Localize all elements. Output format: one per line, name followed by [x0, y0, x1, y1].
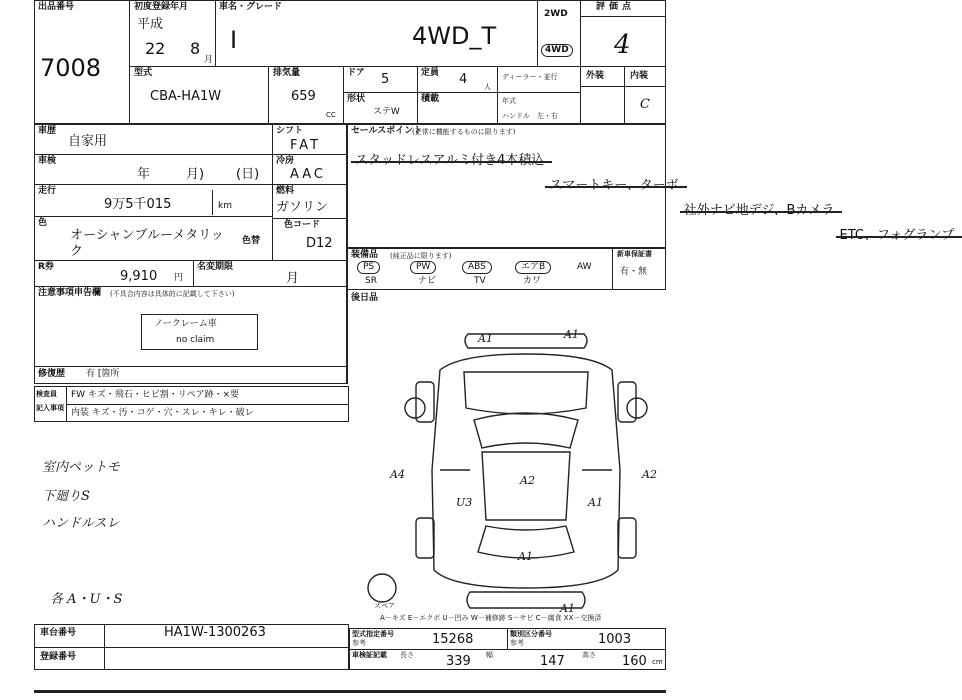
inspection-day: (日) — [236, 167, 260, 182]
equip-navi: ナビ — [418, 276, 437, 286]
fuel-value: ガソリン — [276, 200, 329, 215]
mark-left-side: A4 — [390, 468, 405, 481]
sales-point-sub: (正常に機能するものに限ります) — [412, 128, 516, 136]
shift-value: FAT — [290, 138, 322, 153]
inspection-month: 月) — [186, 167, 205, 182]
note-1: 室内ペットモ — [42, 460, 121, 475]
type-class-value: 1003 — [598, 632, 632, 647]
length-label: 長さ — [400, 651, 414, 659]
sales-point-label: セールスポイント — [351, 126, 423, 136]
model-designation-label: 型式指定番号 — [352, 630, 394, 638]
equip-ps: PS — [357, 261, 380, 274]
mark-right-door: A1 — [588, 496, 603, 509]
length-value: 339 — [446, 654, 471, 669]
doors-value: 5 — [381, 72, 390, 87]
note-4: 各 A・U・S — [50, 592, 123, 607]
reg-month-value: 8 — [190, 39, 201, 58]
warranty-value: 有・無 — [620, 267, 648, 277]
fuel-label: 燃料 — [276, 186, 295, 196]
equip-sr: SR — [365, 276, 377, 286]
spare-label: スペア — [374, 602, 395, 610]
repair-history-label: 修復歴 — [38, 369, 66, 379]
chassis-label: 車台番号 — [40, 628, 77, 638]
mileage-label: 走行 — [38, 186, 57, 196]
color-label: 色 — [38, 218, 48, 228]
title-month: 月 — [286, 271, 300, 286]
rear-items-label: 後日品 — [351, 293, 379, 303]
mark-right-side: A2 — [642, 468, 657, 481]
type-class-label: 類別区分番号 — [510, 630, 552, 638]
inspector-row-1: FW キズ・飛石・ヒビ割・リペア跡・×要 — [71, 390, 240, 400]
color-value-2: ク — [70, 244, 84, 259]
equip-leather: カワ — [523, 276, 542, 286]
drive-2wd: 2WD — [544, 9, 568, 19]
note-2: 下廻りS — [42, 489, 90, 504]
capacity-value: 4 — [459, 72, 468, 87]
recycle-value: 9,910 — [120, 269, 158, 284]
shape-label: 形状 — [347, 94, 366, 104]
sales-point-1: スタッドレスアルミ付き4本積込 — [355, 153, 545, 168]
sales-point-3: 社外ナビ地デジ、Bカメラ — [683, 203, 835, 218]
mark-rear-bumper: A1 — [560, 602, 575, 615]
repair-history-value: 有 [箇所 — [86, 369, 120, 379]
era-value: 平成 — [137, 17, 164, 32]
warranty-label: 新車保証書 — [617, 250, 652, 258]
no-claim-en: no claim — [176, 335, 215, 345]
model-label: 型式 — [134, 68, 153, 78]
history-value: 自家用 — [68, 134, 108, 149]
drive-4wd: 4WD — [541, 44, 573, 57]
dims-label: 車検証記載 — [352, 651, 387, 659]
equip-abs: ABS — [462, 261, 492, 274]
mark-left-door: U3 — [456, 496, 473, 509]
shape-value: ステW — [373, 107, 400, 117]
mark-rear: A1 — [518, 550, 533, 563]
width-value: 147 — [540, 654, 565, 669]
ac-label: 冷房 — [276, 156, 295, 166]
yen-unit: 円 — [174, 273, 184, 283]
inspector-row-2: 内装 キズ・汚・コゲ・穴・スレ・キレ・破レ — [71, 408, 254, 418]
color-value: オーシャンブルーメタリッ — [70, 228, 224, 243]
grade-value-1: I — [230, 26, 238, 54]
score-label: 評価点 — [596, 2, 636, 12]
equip-aw: AW — [577, 262, 592, 272]
car-name-label: 車名・グレード — [219, 2, 283, 12]
height-value: 160 — [622, 654, 647, 669]
interior-label: 内装 — [630, 71, 649, 81]
interior-value: C — [640, 97, 650, 112]
displacement-value: 659 — [291, 89, 316, 104]
ac-value: AAC — [290, 167, 326, 182]
inspection-year: 年 — [137, 167, 151, 182]
handle-lr: 左・右 — [537, 112, 558, 120]
lot-no-value: 7008 — [40, 54, 102, 82]
reg-month-mark: 月 — [204, 55, 214, 65]
height-unit: cm — [652, 658, 663, 666]
exterior-label: 外装 — [586, 71, 605, 81]
mark-front-right: A1 — [564, 328, 579, 341]
color-change-label: 色替 — [242, 236, 261, 246]
handle-label: ハンドル — [502, 112, 530, 120]
sales-point-4: ETC、フォグランプ — [839, 228, 955, 243]
sales-point-2: スマートキー、ターボ — [549, 178, 679, 193]
shift-label: シフト — [276, 126, 304, 136]
score-value: 4 — [614, 30, 631, 60]
dealer-label: ディーラー・並行 — [502, 73, 558, 81]
damage-legend: A－キズ E－エクボ U－凹み W－補修跡 S－サビ C－腐食 XX－交換済 — [380, 614, 602, 622]
reg-no-label: 登録番号 — [40, 652, 77, 662]
capacity-label: 定員 — [421, 68, 440, 78]
height-label: 高さ — [582, 651, 596, 659]
year-label: 年式 — [502, 97, 516, 105]
model-designation-ref: 参考 — [352, 639, 366, 647]
equipment-sub: (純正品に限ります) — [390, 252, 452, 260]
equip-pw: PW — [410, 261, 436, 274]
mark-roof: A2 — [520, 474, 535, 487]
history-label: 車歴 — [38, 126, 57, 136]
equip-tv: TV — [474, 276, 486, 286]
km-unit: km — [218, 201, 232, 211]
mileage-value: 9万5千015 — [104, 197, 172, 212]
car-damage-diagram — [360, 320, 690, 620]
displacement-label: 排気量 — [273, 68, 301, 78]
cc-unit: CC — [326, 111, 336, 119]
width-label: 幅 — [486, 651, 493, 659]
equip-airbag: エアB — [515, 261, 551, 274]
inspector-label-1: 検査員 — [36, 390, 57, 398]
color-code-label: 色コード — [284, 220, 321, 230]
mark-front-left: A1 — [478, 332, 493, 345]
lot-no-label: 出品番号 — [38, 2, 75, 12]
grade-value-2: 4WD_T — [412, 22, 497, 50]
load-label: 積載 — [421, 94, 440, 104]
first-reg-label: 初度登録年月 — [134, 2, 189, 12]
note-3: ハンドルスレ — [42, 516, 120, 531]
inspector-label-2: 記入事項 — [36, 404, 64, 412]
model-designation-value: 15268 — [432, 632, 474, 647]
person-unit: 人 — [484, 83, 491, 91]
notes-label: 注意事項申告欄 — [38, 288, 102, 298]
equipment-label: 装備品 — [351, 250, 379, 260]
chassis-value: HA1W-1300263 — [164, 625, 266, 640]
doors-label: ドア — [347, 68, 365, 78]
reg-year-value: 22 — [145, 39, 166, 58]
inspection-label: 車検 — [38, 156, 57, 166]
no-claim-jp: ノークレーム車 — [154, 319, 217, 329]
model-value: CBA-HA1W — [150, 89, 222, 104]
notes-sublabel: (不具合内容は具体的に記載して下さい) — [110, 290, 235, 298]
title-deadline-label: 名変期限 — [197, 262, 234, 272]
color-code-value: D12 — [306, 236, 333, 251]
recycle-label: R券 — [38, 262, 54, 272]
type-class-ref: 参考 — [510, 639, 524, 647]
